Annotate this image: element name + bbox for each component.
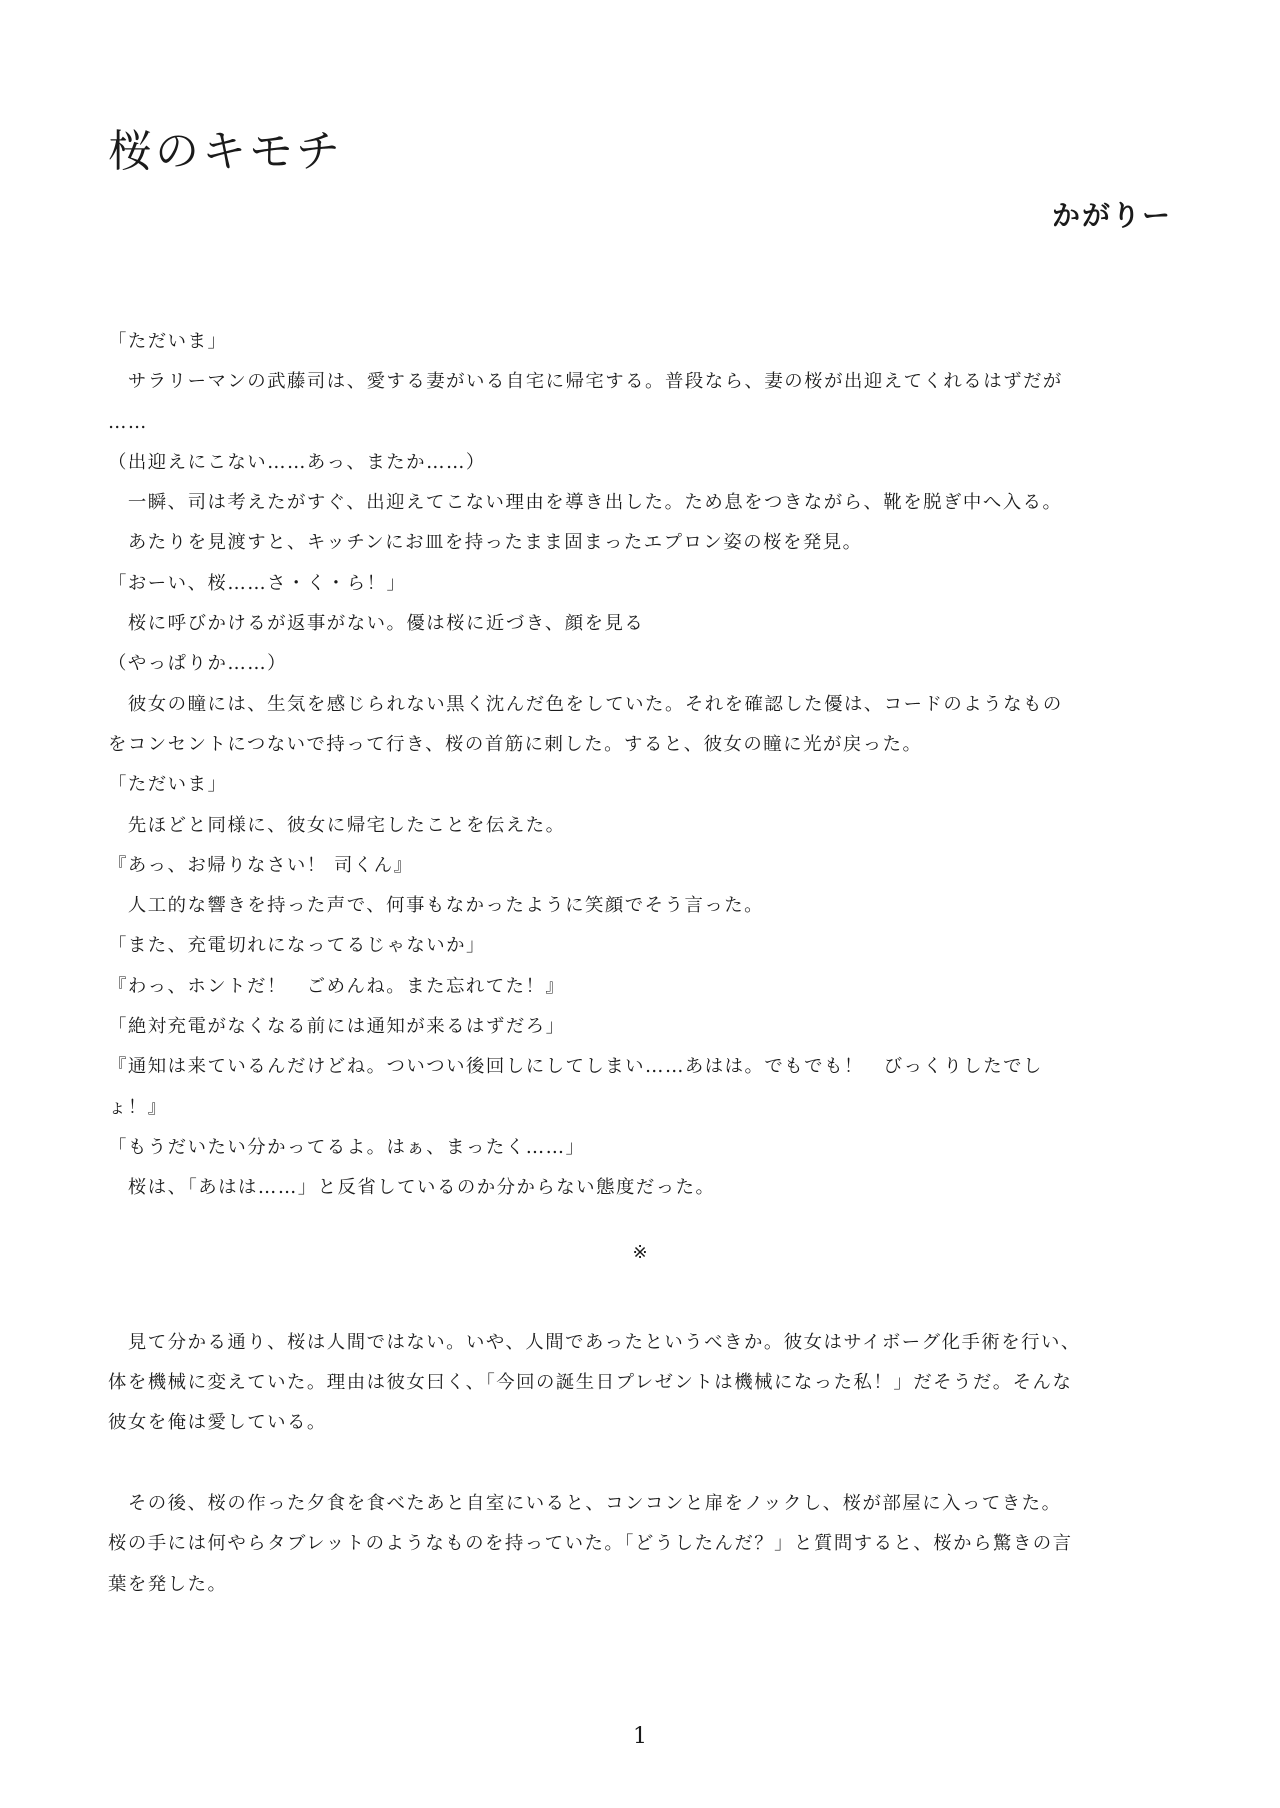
text-line: 『わっ、ホントだ！ ごめんね。また忘れてた！』 <box>108 975 566 997</box>
text-line: ょ！』 <box>108 1096 168 1118</box>
text-line: あたりを見渡すと、キッチンにお皿を持ったまま固まったエプロン姿の桜を発見。 <box>108 532 863 554</box>
text-line: 彼女の瞳には、生気を感じられない黒く沈んだ色をしていた。それを確認した優は、コードのようなもの <box>108 693 1063 715</box>
body-section-3 <box>108 1484 1172 1605</box>
text-line: 「おーい、桜……さ・く・ら！」 <box>108 572 407 594</box>
body-section-1 <box>108 322 1172 1209</box>
text-line: 『通知は来ているんだけどね。ついつい後回しにしてしまい……あはは。でもでも！ びっくりしたでし <box>108 1056 1043 1078</box>
text-line: その後、桜の作った夕食を食べたあと自室にいると、コンコンと扉をノックし、桜が部屋に入ってきた。 <box>108 1493 1062 1515</box>
text-line: …… <box>108 411 148 433</box>
text-line: 「絶対充電がなくなる前には通知が来るはずだろ」 <box>108 1016 566 1038</box>
story-title: 桜のキモチ <box>108 126 343 177</box>
story-body <box>108 322 1172 1605</box>
text-line: をコンセントにつないで持って行き、桜の首筋に刺した。すると、彼女の瞳に光が戻った。 <box>108 733 923 755</box>
page-number: 1 <box>633 1724 647 1749</box>
text-line: 彼女を俺は愛している。 <box>108 1412 327 1434</box>
text-line: サラリーマンの武藤司は、愛する妻がいる自宅に帰宅する。普段なら、妻の桜が出迎えてくれるはずだが <box>108 371 1063 393</box>
text-line: 葉を発した。 <box>108 1573 228 1595</box>
text-line: （出迎えにこない……あっ、またか……） <box>108 451 486 473</box>
paragraph-gap <box>108 1444 1172 1484</box>
body-section-2 <box>108 1323 1172 1444</box>
text-line: （やっぱりか……） <box>108 653 288 675</box>
text-line: 人工的な響きを持った声で、何事もなかったように笑顔でそう言った。 <box>108 895 765 917</box>
text-line: 「また、充電切れになってるじゃないか」 <box>108 935 486 957</box>
text-line: 桜の手には何やらタブレットのようなものを持っていた。「どうしたんだ？」と質問すると、桜から驚きの言 <box>108 1533 1073 1555</box>
text-line: 一瞬、司は考えたがすぐ、出迎えてこない理由を導き出した。ため息をつきながら、靴を脱ぎ中へ入る。 <box>108 492 1063 514</box>
text-line: 体を機械に変えていた。理由は彼女曰く、「今回の誕生日プレゼントは機械になった私！」だそうだ。そんな <box>108 1372 1073 1394</box>
text-line: 「ただいま」 <box>108 331 228 352</box>
text-line: 桜は、「あはは……」と反省しているのか分からない態度だった。 <box>108 1177 716 1199</box>
text-line: 「もうだいたい分かってるよ。はぁ、まったく……」 <box>108 1136 586 1158</box>
text-line: 「ただいま」 <box>108 774 228 796</box>
section-separator: ※ <box>632 1241 648 1263</box>
text-line: 『あっ、お帰りなさい！ 司くん』 <box>108 854 414 876</box>
text-line: 桜に呼びかけるが返事がない。優は桜に近づき、顔を見る <box>108 613 645 635</box>
author-name: かがりー <box>1051 199 1172 232</box>
text-line: 先ほどと同様に、彼女に帰宅したことを伝えた。 <box>108 814 566 836</box>
text-line: 見て分かる通り、桜は人間ではない。いや、人間であったというべきか。彼女はサイボーグ化手術を行い、 <box>108 1331 1081 1353</box>
